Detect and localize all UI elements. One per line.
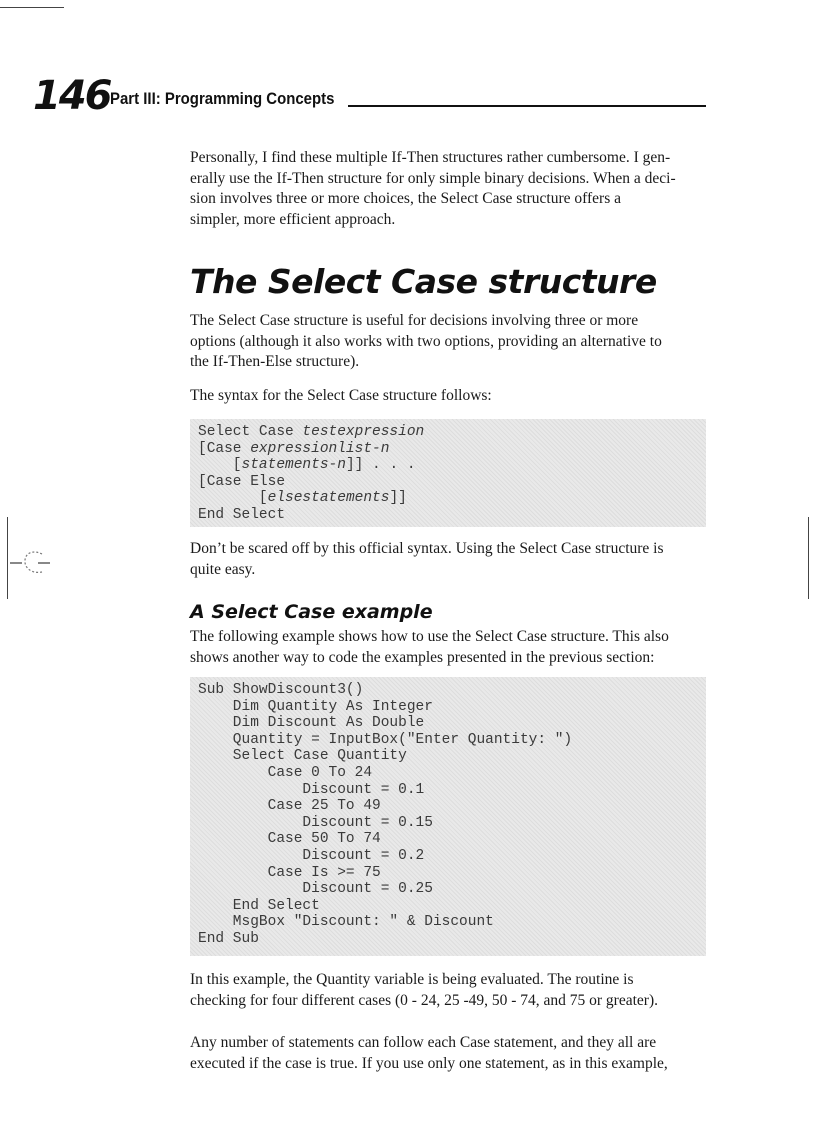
running-head: Part III: Programming Concepts	[110, 89, 335, 108]
select-case-description	[190, 311, 710, 373]
section-title: The Select Case structure	[190, 262, 657, 301]
example-code-line: Dim Quantity As Integer	[198, 698, 433, 715]
example-code-line: Case 0 To 24	[198, 764, 373, 781]
example-explanation	[190, 970, 710, 1011]
code-text: [Case Else	[198, 473, 286, 490]
example-code-line: MsgBox "Discount: " & Discount	[198, 914, 494, 931]
text-line: The Select Case structure is useful for decisions involving three or more	[190, 312, 639, 329]
example-code-line: Discount = 0.25	[198, 881, 433, 898]
example-code-line: Case 25 To 49	[198, 798, 381, 815]
code-text: [	[198, 490, 268, 507]
header-rule	[348, 105, 706, 107]
crop-mark-top	[0, 7, 64, 8]
text-line: the If-Then-Else structure).	[190, 353, 360, 371]
example-code-line: Sub ShowDiscount3()	[198, 682, 364, 698]
code-placeholder: testexpression	[302, 424, 425, 440]
text-line: The following example shows how to use the Select Case structure. This also	[190, 628, 669, 645]
text-line: options (although it also works with two options, providing an alternative to	[190, 332, 662, 350]
example-code-line: Discount = 0.2	[198, 847, 425, 864]
syntax-code-line	[198, 441, 698, 458]
example-code-line: End Select	[198, 897, 320, 914]
text-line: The syntax for the Select Case structure follows:	[190, 387, 492, 404]
text-line: In this example, the Quantity variable is being evaluated. The routine is	[190, 971, 634, 988]
syntax-code-line	[198, 490, 698, 507]
code-placeholder: expressionlist-n	[250, 440, 390, 457]
code-text: [Case	[198, 440, 251, 457]
text-line: Personally, I find these multiple If-Then structures rather cumbersome. I gen-	[190, 149, 671, 166]
text-line: erally use the If-Then structure for only simple binary decisions. When a deci-	[190, 169, 676, 187]
code-placeholder: statements-n	[241, 457, 346, 474]
example-code-line: Case Is >= 75	[198, 864, 381, 881]
code-text: End Select	[198, 506, 286, 523]
example-code-line: Discount = 0.1	[198, 781, 425, 798]
text-line: checking for four different cases (0 - 24, 25 -49, 50 - 74, and 75 or greater).	[190, 991, 658, 1009]
syntax-code-block	[190, 419, 706, 527]
text-line: Any number of statements can follow each Case statement, and they all are	[190, 1034, 657, 1051]
registration-mark-icon	[8, 548, 52, 578]
example-code-line: Quantity = InputBox("Enter Quantity: ")	[198, 731, 573, 748]
text-line: executed if the case is true. If you use only one statement, as in this example,	[190, 1054, 668, 1072]
example-code-line: Dim Discount As Double	[198, 715, 425, 732]
example-code-line: Case 50 To 74	[198, 831, 381, 848]
syntax-note	[190, 539, 710, 580]
code-placeholder: elsestatements	[267, 490, 390, 507]
syntax-code-line	[198, 457, 698, 474]
example-code-line: End Sub	[198, 930, 259, 947]
code-text: ]] . . .	[345, 457, 416, 474]
text-line: shows another way to code the examples presented in the previous section:	[190, 648, 655, 666]
code-text: [	[198, 457, 242, 474]
page-number: 146	[33, 73, 111, 119]
subsection-title: A Select Case example	[190, 601, 433, 623]
syntax-code-line	[198, 474, 698, 491]
syntax-intro	[190, 386, 710, 407]
crop-mark-right	[808, 517, 809, 599]
example-code-line: Discount = 0.15	[198, 814, 433, 831]
text-line: simpler, more efficient approach.	[190, 210, 396, 228]
example-code-line: Select Case Quantity	[198, 748, 407, 765]
syntax-code-line	[198, 424, 698, 441]
code-text: ]]	[389, 490, 407, 507]
text-line: sion involves three or more choices, the Select Case structure offers a	[190, 190, 621, 208]
closing-paragraph	[190, 1033, 710, 1074]
text-line: quite easy.	[190, 560, 256, 578]
example-intro	[190, 627, 710, 668]
code-text: Select Case	[198, 424, 303, 440]
example-code-block	[190, 677, 706, 956]
text-line: Don’t be scared off by this official syntax. Using the Select Case structure is	[190, 540, 664, 557]
intro-paragraph	[190, 148, 710, 230]
syntax-code-line	[198, 507, 698, 524]
